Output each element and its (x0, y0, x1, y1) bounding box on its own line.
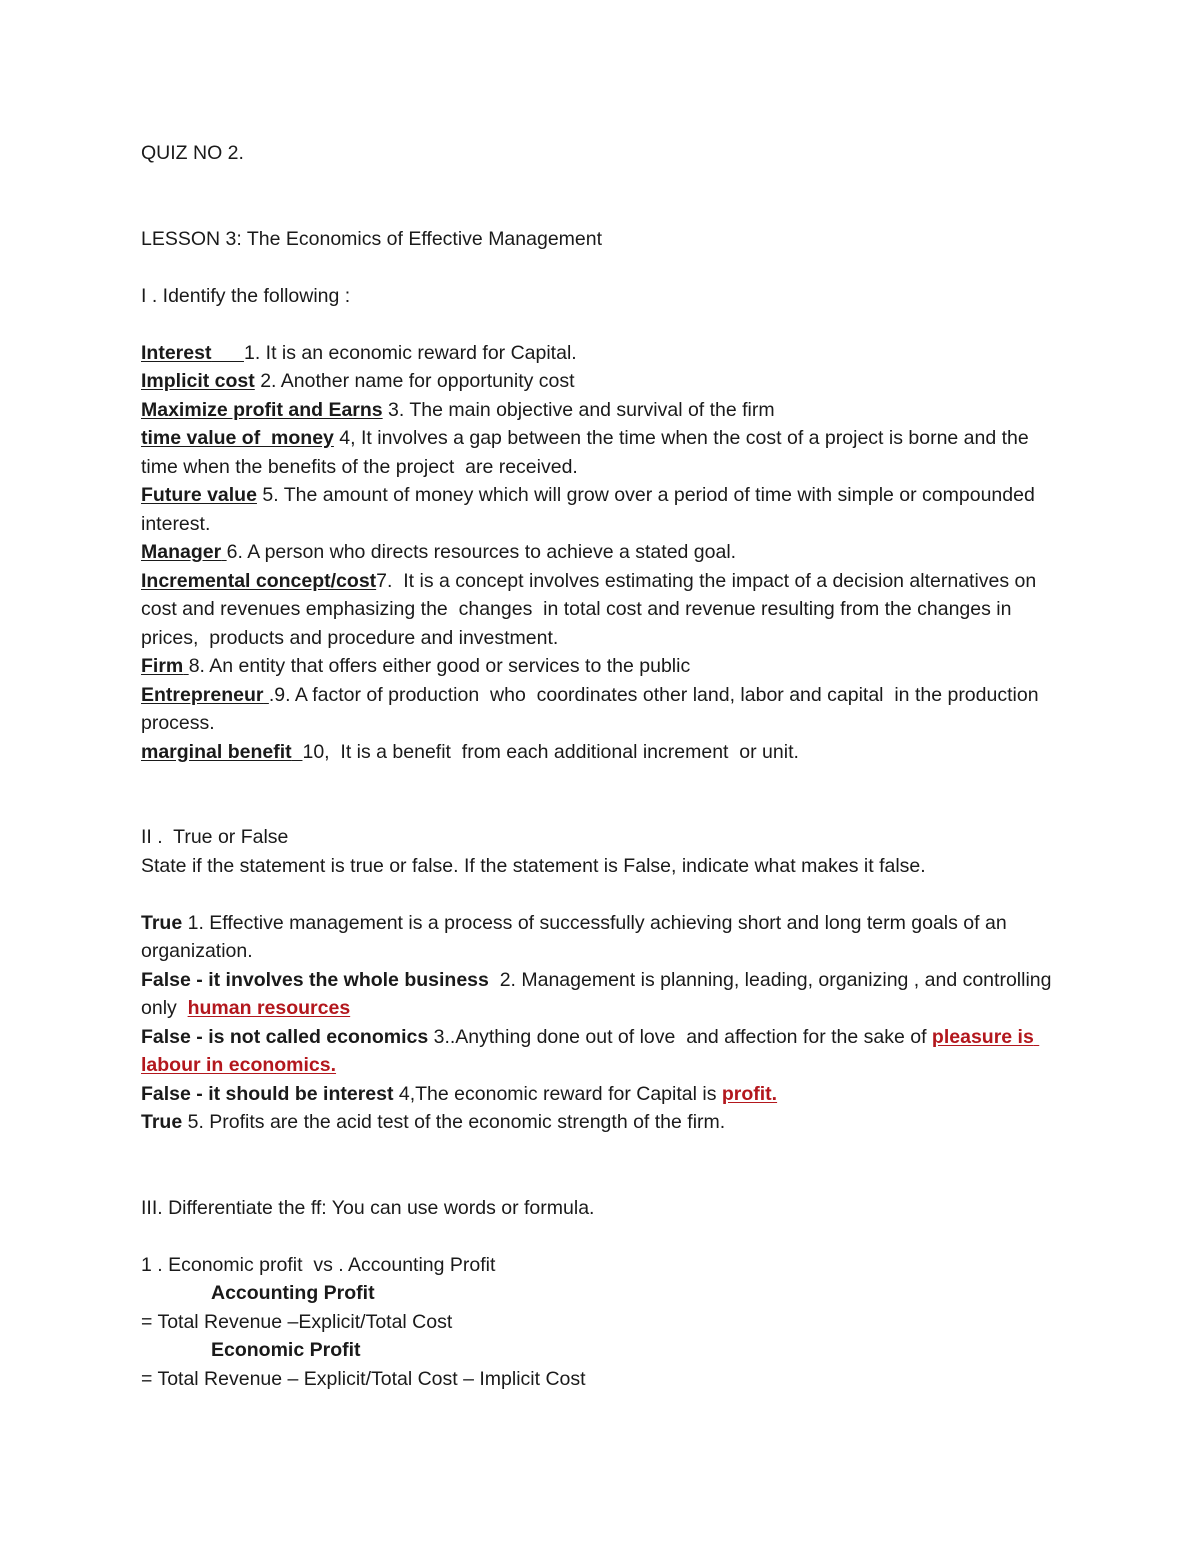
answer: Entrepreneur (141, 683, 264, 706)
list-item: Future value 5. The amount of money which will grow over a period of time with simple or compounded interest. (141, 484, 1041, 535)
answer: False - is not called economics (141, 1025, 429, 1048)
part1-heading: I . Identify the following : (141, 284, 351, 307)
list-item: True 1. Effective management is a process of successfully achieving short and long term goals of an organization. (141, 911, 1013, 962)
list-item: False - it should be interest 4,The economic reward for Capital is profit. (141, 1082, 778, 1105)
accounting-profit-formula: = Total Revenue –Explicit/Total Cost (141, 1310, 453, 1333)
part1-list (141, 339, 1061, 767)
list-item: Entrepreneur .9. A factor of production who coordinates other land, labor and capital in the production process. (141, 683, 1044, 734)
list-item: False - it involves the whole business 2. Management is planning, leading, organizing , and controlling only human resources (141, 968, 1057, 1019)
list-item: Firm 8. An entity that offers either good or services to the public (141, 655, 691, 677)
answer: Future value (141, 484, 257, 506)
accounting-profit-label: Accounting Profit (211, 1282, 375, 1304)
highlight-text: profit. (721, 1082, 778, 1105)
answer: time value of money (141, 427, 334, 449)
document-page (141, 139, 1061, 1393)
list-item: marginal benefit 10, It is a benefit from each additional increment or unit. (141, 740, 799, 763)
list-item: Implicit cost 2. Another name for opportunity cost (141, 370, 575, 392)
quiz-title: QUIZ NO 2. (141, 142, 244, 164)
answer: Interest (141, 341, 212, 364)
answer: Firm (141, 655, 184, 677)
list-item: True 5. Profits are the acid test of the economic strength of the firm. (141, 1111, 726, 1133)
highlight-text: human resources (187, 997, 351, 1019)
list-item: Incremental concept/cost7. It is a concept involves estimating the impact of a decision alternatives on cost and revenues emphasizing the changes in total cost and revenue resulting from the changes in prices, products and procedure and investment. (141, 569, 1042, 649)
part3-question: 1 . Economic profit vs . Accounting Profit (141, 1253, 496, 1276)
answer: Manager (141, 541, 222, 563)
highlight-text: pleasure is labour in economics. (141, 1025, 1040, 1076)
answer: Incremental concept/cost (141, 569, 377, 592)
list-item: False - is not called economics 3..Anything done out of love and affection for the sake of pleasure is labour in economics. (141, 1025, 1040, 1076)
economic-profit-label: Economic Profit (211, 1339, 361, 1361)
list-item: time value of money 4, It involves a gap between the time when the cost of a project is borne and the time when the benefits of the project are received. (141, 427, 1035, 478)
answer: marginal benefit (141, 740, 292, 763)
list-item: Maximize profit and Earns 3. The main objective and survival of the firm (141, 398, 775, 421)
part2-instruction: State if the statement is true or false. If the statement is False, indicate what makes it false. (141, 854, 926, 877)
answer: True (141, 1111, 183, 1133)
part2-list (141, 909, 1061, 1137)
part2-heading: II . True or False (141, 826, 289, 848)
lesson-title: LESSON 3: The Economics of Effective Management (141, 227, 603, 250)
list-item: Manager 6. A person who directs resources to achieve a stated goal. (141, 541, 737, 563)
answer: False - it involves the whole business (141, 968, 489, 991)
part3-heading: III. Differentiate the ff: You can use words or formula. (141, 1196, 595, 1219)
answer: True (141, 911, 183, 934)
answer: Maximize profit and Earns (141, 398, 383, 421)
list-item: Interest 1. It is an economic reward for Capital. (141, 341, 577, 364)
answer: False - it should be interest (141, 1082, 394, 1105)
answer: Implicit cost (141, 370, 255, 392)
economic-profit-formula: = Total Revenue – Explicit/Total Cost – Implicit Cost (141, 1367, 586, 1390)
